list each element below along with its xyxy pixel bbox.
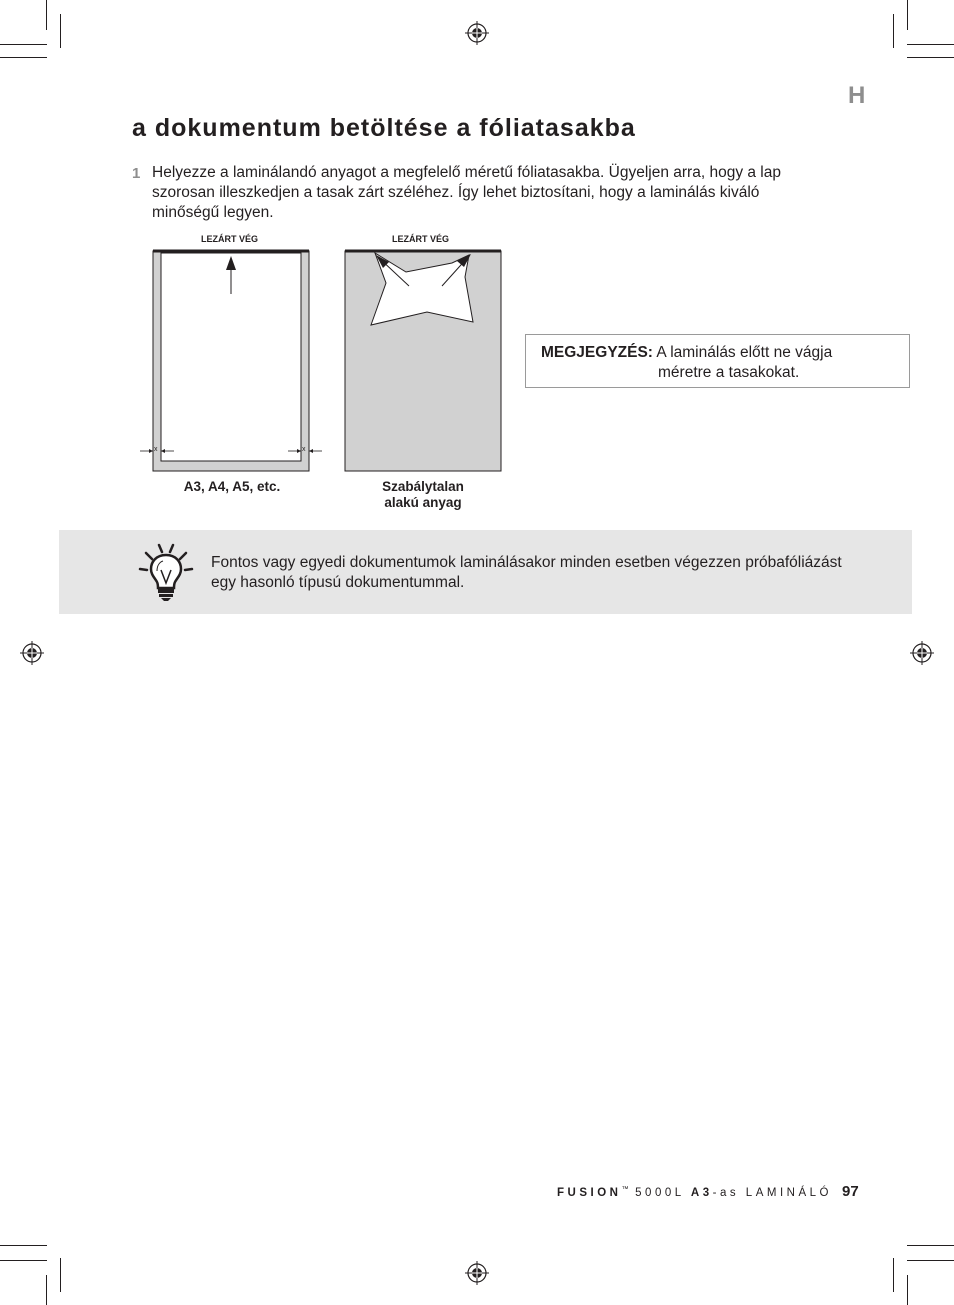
footer-tm: ™ [621,1186,629,1193]
footer-product [557,1186,832,1199]
registration-mark-icon [910,641,934,665]
language-tab: H [848,82,866,109]
sealed-end-label: LEZÁRT VÉG [201,234,259,244]
registration-mark-icon [465,1261,489,1285]
margin-mark-right: x [302,446,306,453]
registration-mark-icon [465,21,489,45]
standard-pouch-diagram [140,246,322,474]
section-title: a dokumentum betöltése a fóliatasakba [132,114,636,142]
irregular-item-caption-line-1: Szabálytalan [382,479,464,494]
registration-mark-icon [20,641,44,665]
footer-brand: FUSION [557,1186,622,1199]
tip-text: Fontos vagy egyedi dokumentumok laminálásakor minden esetben végezzen próbafóliázást egy hasonló típusú dokumentummal. [211,554,842,591]
page-number: 97 [842,1183,859,1200]
footer-model: 5000L [635,1186,685,1199]
note-label: MEGJEGYZÉS: [541,344,653,361]
footer-suffix: -as LAMINÁLÓ [712,1186,832,1199]
sealed-end-label: LEZÁRT VÉG [392,234,450,244]
irregular-item-caption-line-2: alakú anyag [384,495,462,510]
standard-pouch-caption: A3, A4, A5, etc. [183,479,281,494]
footer-size: A3 [690,1186,713,1199]
irregular-item-pouch-diagram [344,248,504,474]
step-text: Helyezze a laminálandó anyagot a megfelelő méretű fóliatasakba. Ügyeljen arra, hogy a lap szorosan illeszkedjen a tasak zárt széléhez. Így lehet biztosítani, hogy a laminálás kiváló minőségű legyen. [152,164,781,221]
margin-mark-left: x [154,446,158,453]
step-number: 1 [132,165,141,182]
note-text [541,343,901,383]
note-line-2: méretre a tasakokat. [658,364,800,381]
note-line-1: A laminálás előtt ne vágja [656,344,833,361]
lightbulb-icon [137,543,195,603]
irregular-item-caption [343,479,503,511]
